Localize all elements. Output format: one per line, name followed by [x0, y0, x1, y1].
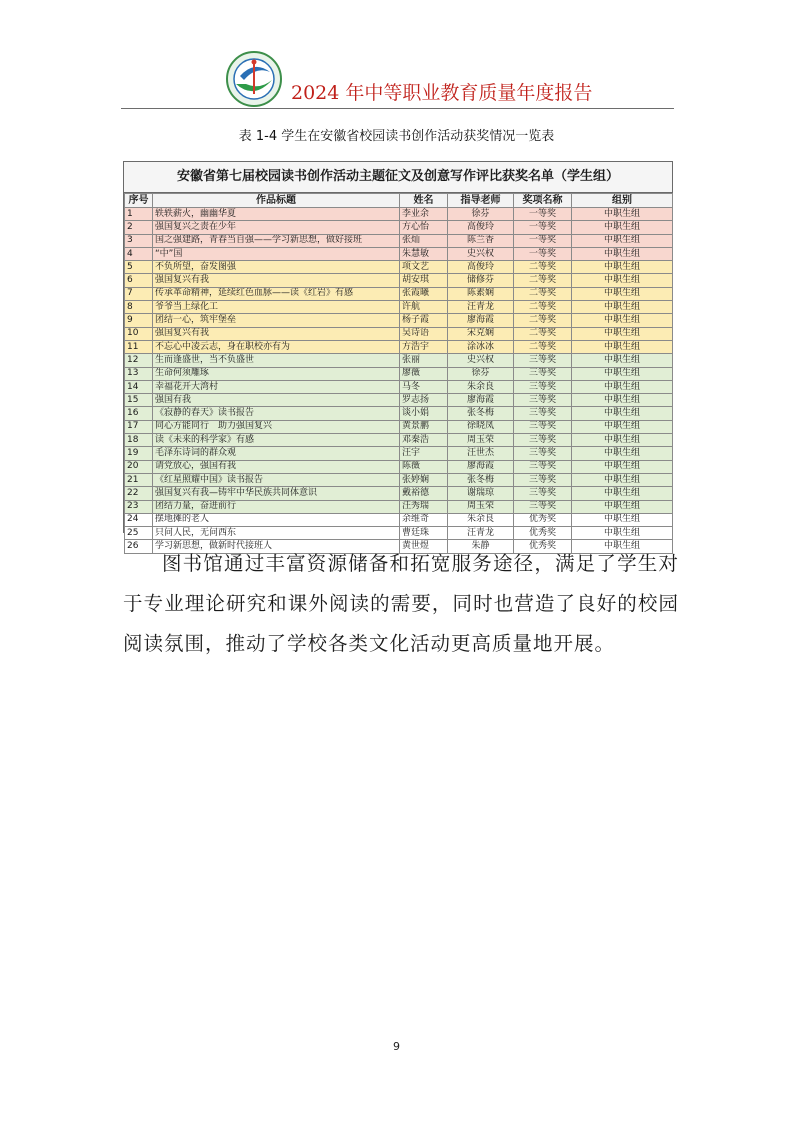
cell-no: 21 [125, 473, 153, 486]
cell-teacher: 廖海霞 [448, 460, 514, 473]
cell-award: 三等奖 [514, 447, 572, 460]
cell-teacher: 涂冰冰 [448, 340, 514, 353]
cell-no: 17 [125, 420, 153, 433]
cell-group: 中职生组 [572, 340, 673, 353]
cell-group: 中职生组 [572, 367, 673, 380]
cell-award: 二等奖 [514, 274, 572, 287]
cell-name: 黄世煜 [400, 540, 448, 553]
cell-teacher: 廖海霞 [448, 394, 514, 407]
cell-no: 14 [125, 380, 153, 393]
cell-name: 方心怡 [400, 221, 448, 234]
cell-teacher: 汪青龙 [448, 301, 514, 314]
table-row [125, 434, 673, 447]
cell-teacher: 周玉荣 [448, 434, 514, 447]
cell-teacher: 徐芬 [448, 367, 514, 380]
table-row [125, 327, 673, 340]
cell-award: 二等奖 [514, 327, 572, 340]
cell-group: 中职生组 [572, 487, 673, 500]
cell-award: 三等奖 [514, 394, 572, 407]
award-table [124, 193, 673, 554]
cell-title: 传承革命精神，延续红色血脉——读《红岩》有感 [153, 287, 400, 300]
award-table-title: 安徽省第七届校园读书创作活动主题征文及创意写作评比获奖名单（学生组） [124, 162, 672, 193]
cell-group: 中职生组 [572, 434, 673, 447]
cell-award: 优秀奖 [514, 513, 572, 526]
column-header-award: 奖项名称 [514, 194, 572, 208]
cell-award: 一等奖 [514, 208, 572, 221]
cell-teacher: 谢瑞琼 [448, 487, 514, 500]
cell-group: 中职生组 [572, 327, 673, 340]
cell-group: 中职生组 [572, 460, 673, 473]
cell-no: 5 [125, 261, 153, 274]
cell-title: 只问人民，无问西东 [153, 527, 400, 540]
cell-teacher: 廖海霞 [448, 314, 514, 327]
school-emblem-icon [224, 50, 284, 108]
cell-award: 优秀奖 [514, 540, 572, 553]
cell-group: 中职生组 [572, 407, 673, 420]
cell-name: 项文艺 [400, 261, 448, 274]
cell-award: 三等奖 [514, 500, 572, 513]
cell-group: 中职生组 [572, 473, 673, 486]
cell-title: 强国复兴之责在少年 [153, 221, 400, 234]
cell-group: 中职生组 [572, 500, 673, 513]
cell-group: 中职生组 [572, 380, 673, 393]
column-header-teacher: 指导老师 [448, 194, 514, 208]
cell-title: 团结力量，奋进前行 [153, 500, 400, 513]
cell-name: 曹廷珠 [400, 527, 448, 540]
table-row [125, 261, 673, 274]
cell-award: 三等奖 [514, 487, 572, 500]
cell-teacher: 史兴权 [448, 354, 514, 367]
table-header-row [125, 194, 673, 208]
cell-no: 9 [125, 314, 153, 327]
cell-award: 三等奖 [514, 380, 572, 393]
cell-no: 3 [125, 234, 153, 247]
cell-title: 同心方能同行 助力强国复兴 [153, 420, 400, 433]
cell-teacher: 陈兰香 [448, 234, 514, 247]
cell-name: 方浩宇 [400, 340, 448, 353]
header-divider [121, 108, 674, 109]
cell-no: 16 [125, 407, 153, 420]
cell-teacher: 高俊玲 [448, 221, 514, 234]
table-row [125, 380, 673, 393]
table-row [125, 340, 673, 353]
cell-no: 10 [125, 327, 153, 340]
cell-group: 中职生组 [572, 261, 673, 274]
cell-name: 汪宇 [400, 447, 448, 460]
cell-group: 中职生组 [572, 513, 673, 526]
cell-award: 优秀奖 [514, 527, 572, 540]
table-row [125, 420, 673, 433]
table-row [125, 473, 673, 486]
cell-teacher: 陈素娴 [448, 287, 514, 300]
table-row [125, 527, 673, 540]
cell-award: 三等奖 [514, 367, 572, 380]
cell-group: 中职生组 [572, 394, 673, 407]
column-header-title: 作品标题 [153, 194, 400, 208]
cell-teacher: 宋克娴 [448, 327, 514, 340]
cell-no: 7 [125, 287, 153, 300]
cell-name: 廖薇 [400, 367, 448, 380]
cell-no: 19 [125, 447, 153, 460]
cell-group: 中职生组 [572, 314, 673, 327]
table-row [125, 367, 673, 380]
table-row [125, 394, 673, 407]
cell-teacher: 朱静 [448, 540, 514, 553]
cell-title: 强国复兴有我—铸牢中华民族共同体意识 [153, 487, 400, 500]
report-title: 2024 年中等职业教育质量年度报告 [291, 82, 593, 104]
cell-award: 三等奖 [514, 407, 572, 420]
cell-name: 张霞曦 [400, 287, 448, 300]
cell-teacher: 朱余良 [448, 513, 514, 526]
cell-name: 余维奇 [400, 513, 448, 526]
cell-no: 20 [125, 460, 153, 473]
cell-award: 一等奖 [514, 234, 572, 247]
cell-no: 26 [125, 540, 153, 553]
cell-title: 国之强建路，青春当自强——学习新思想，做好接班 [153, 234, 400, 247]
cell-no: 24 [125, 513, 153, 526]
cell-name: 杨子霞 [400, 314, 448, 327]
cell-name: 陈薇 [400, 460, 448, 473]
cell-group: 中职生组 [572, 247, 673, 260]
cell-group: 中职生组 [572, 447, 673, 460]
cell-name: 许航 [400, 301, 448, 314]
cell-name: 邓秦浩 [400, 434, 448, 447]
cell-award: 三等奖 [514, 473, 572, 486]
table-row [125, 221, 673, 234]
cell-teacher: 张冬梅 [448, 407, 514, 420]
table-row [125, 301, 673, 314]
cell-no: 15 [125, 394, 153, 407]
cell-award: 二等奖 [514, 287, 572, 300]
table-row [125, 314, 673, 327]
cell-no: 22 [125, 487, 153, 500]
cell-title: 摆地摊的老人 [153, 513, 400, 526]
cell-title: 强国复兴有我 [153, 327, 400, 340]
cell-name: 张婷娴 [400, 473, 448, 486]
cell-title: 生而逢盛世，当不负盛世 [153, 354, 400, 367]
cell-group: 中职生组 [572, 208, 673, 221]
cell-group: 中职生组 [572, 420, 673, 433]
cell-group: 中职生组 [572, 221, 673, 234]
cell-name: 罗志扬 [400, 394, 448, 407]
cell-award: 三等奖 [514, 420, 572, 433]
cell-title: “中”国 [153, 247, 400, 260]
cell-teacher: 周玉荣 [448, 500, 514, 513]
page-number: 9 [393, 1040, 400, 1053]
table-row [125, 234, 673, 247]
table-row [125, 287, 673, 300]
column-header-no: 序号 [125, 194, 153, 208]
table-caption: 表 1-4 学生在安徽省校园读书创作活动获奖情况一览表 [238, 129, 555, 144]
cell-title: 不忘心中凌云志，身在职校亦有为 [153, 340, 400, 353]
body-paragraph: 图书馆通过丰富资源储备和拓宽服务途径，满足了学生对于专业理论研究和课外阅读的需要，同时也营造了良好的校园阅读氛围，推动了学校各类文化活动更高质量地开展。 [123, 552, 679, 655]
cell-title: 幸福花开大湾村 [153, 380, 400, 393]
cell-name: 李业余 [400, 208, 448, 221]
cell-award: 一等奖 [514, 221, 572, 234]
table-row [125, 247, 673, 260]
cell-teacher: 朱余良 [448, 380, 514, 393]
cell-title: 爷爷当上绿化工 [153, 301, 400, 314]
award-table-container [123, 161, 673, 552]
cell-name: 谈小娟 [400, 407, 448, 420]
cell-name: 汪秀瑞 [400, 500, 448, 513]
cell-title: 毛泽东诗词的群众观 [153, 447, 400, 460]
column-header-name: 姓名 [400, 194, 448, 208]
cell-group: 中职生组 [572, 354, 673, 367]
table-row [125, 460, 673, 473]
cell-title: 《红星照耀中国》读书报告 [153, 473, 400, 486]
cell-name: 吴诗语 [400, 327, 448, 340]
cell-award: 三等奖 [514, 460, 572, 473]
cell-no: 1 [125, 208, 153, 221]
cell-no: 8 [125, 301, 153, 314]
cell-name: 朱慧敏 [400, 247, 448, 260]
table-row [125, 274, 673, 287]
cell-name: 马冬 [400, 380, 448, 393]
cell-group: 中职生组 [572, 274, 673, 287]
table-row [125, 487, 673, 500]
cell-teacher: 史兴权 [448, 247, 514, 260]
cell-teacher: 高俊玲 [448, 261, 514, 274]
cell-teacher: 汪青龙 [448, 527, 514, 540]
cell-award: 一等奖 [514, 247, 572, 260]
cell-award: 二等奖 [514, 301, 572, 314]
table-row [125, 500, 673, 513]
cell-group: 中职生组 [572, 527, 673, 540]
cell-group: 中职生组 [572, 234, 673, 247]
cell-title: 不负所望，奋发图强 [153, 261, 400, 274]
cell-title: 团结一心，筑牢堡垒 [153, 314, 400, 327]
table-row [125, 354, 673, 367]
cell-title: 学习新思想，做新时代接班人 [153, 540, 400, 553]
cell-group: 中职生组 [572, 540, 673, 553]
cell-title: 《寂静的春天》读书报告 [153, 407, 400, 420]
cell-title: 读《未来的科学家》有感 [153, 434, 400, 447]
cell-award: 二等奖 [514, 314, 572, 327]
cell-no: 25 [125, 527, 153, 540]
cell-no: 23 [125, 500, 153, 513]
cell-name: 张灿 [400, 234, 448, 247]
cell-title: 请党放心，强国有我 [153, 460, 400, 473]
cell-group: 中职生组 [572, 287, 673, 300]
cell-title: 轶轶薪火，幽幽华夏 [153, 208, 400, 221]
cell-name: 黄景鹏 [400, 420, 448, 433]
cell-no: 18 [125, 434, 153, 447]
cell-no: 12 [125, 354, 153, 367]
cell-award: 三等奖 [514, 434, 572, 447]
cell-teacher: 徐晓凤 [448, 420, 514, 433]
cell-no: 4 [125, 247, 153, 260]
cell-teacher: 储修芬 [448, 274, 514, 287]
cell-award: 二等奖 [514, 340, 572, 353]
cell-name: 胡安琪 [400, 274, 448, 287]
column-header-group: 组别 [572, 194, 673, 208]
cell-title: 强国复兴有我 [153, 274, 400, 287]
table-row [125, 407, 673, 420]
cell-teacher: 徐芬 [448, 208, 514, 221]
cell-teacher: 张冬梅 [448, 473, 514, 486]
award-table-body [125, 208, 673, 554]
cell-no: 6 [125, 274, 153, 287]
cell-award: 三等奖 [514, 354, 572, 367]
cell-name: 戴裕德 [400, 487, 448, 500]
cell-no: 2 [125, 221, 153, 234]
cell-group: 中职生组 [572, 301, 673, 314]
table-row [125, 208, 673, 221]
table-row [125, 513, 673, 526]
cell-name: 张丽 [400, 354, 448, 367]
cell-title: 生命何须雕琢 [153, 367, 400, 380]
cell-no: 11 [125, 340, 153, 353]
cell-title: 强国有我 [153, 394, 400, 407]
page-header [121, 48, 674, 110]
cell-teacher: 汪世杰 [448, 447, 514, 460]
cell-no: 13 [125, 367, 153, 380]
table-row [125, 447, 673, 460]
cell-award: 二等奖 [514, 261, 572, 274]
